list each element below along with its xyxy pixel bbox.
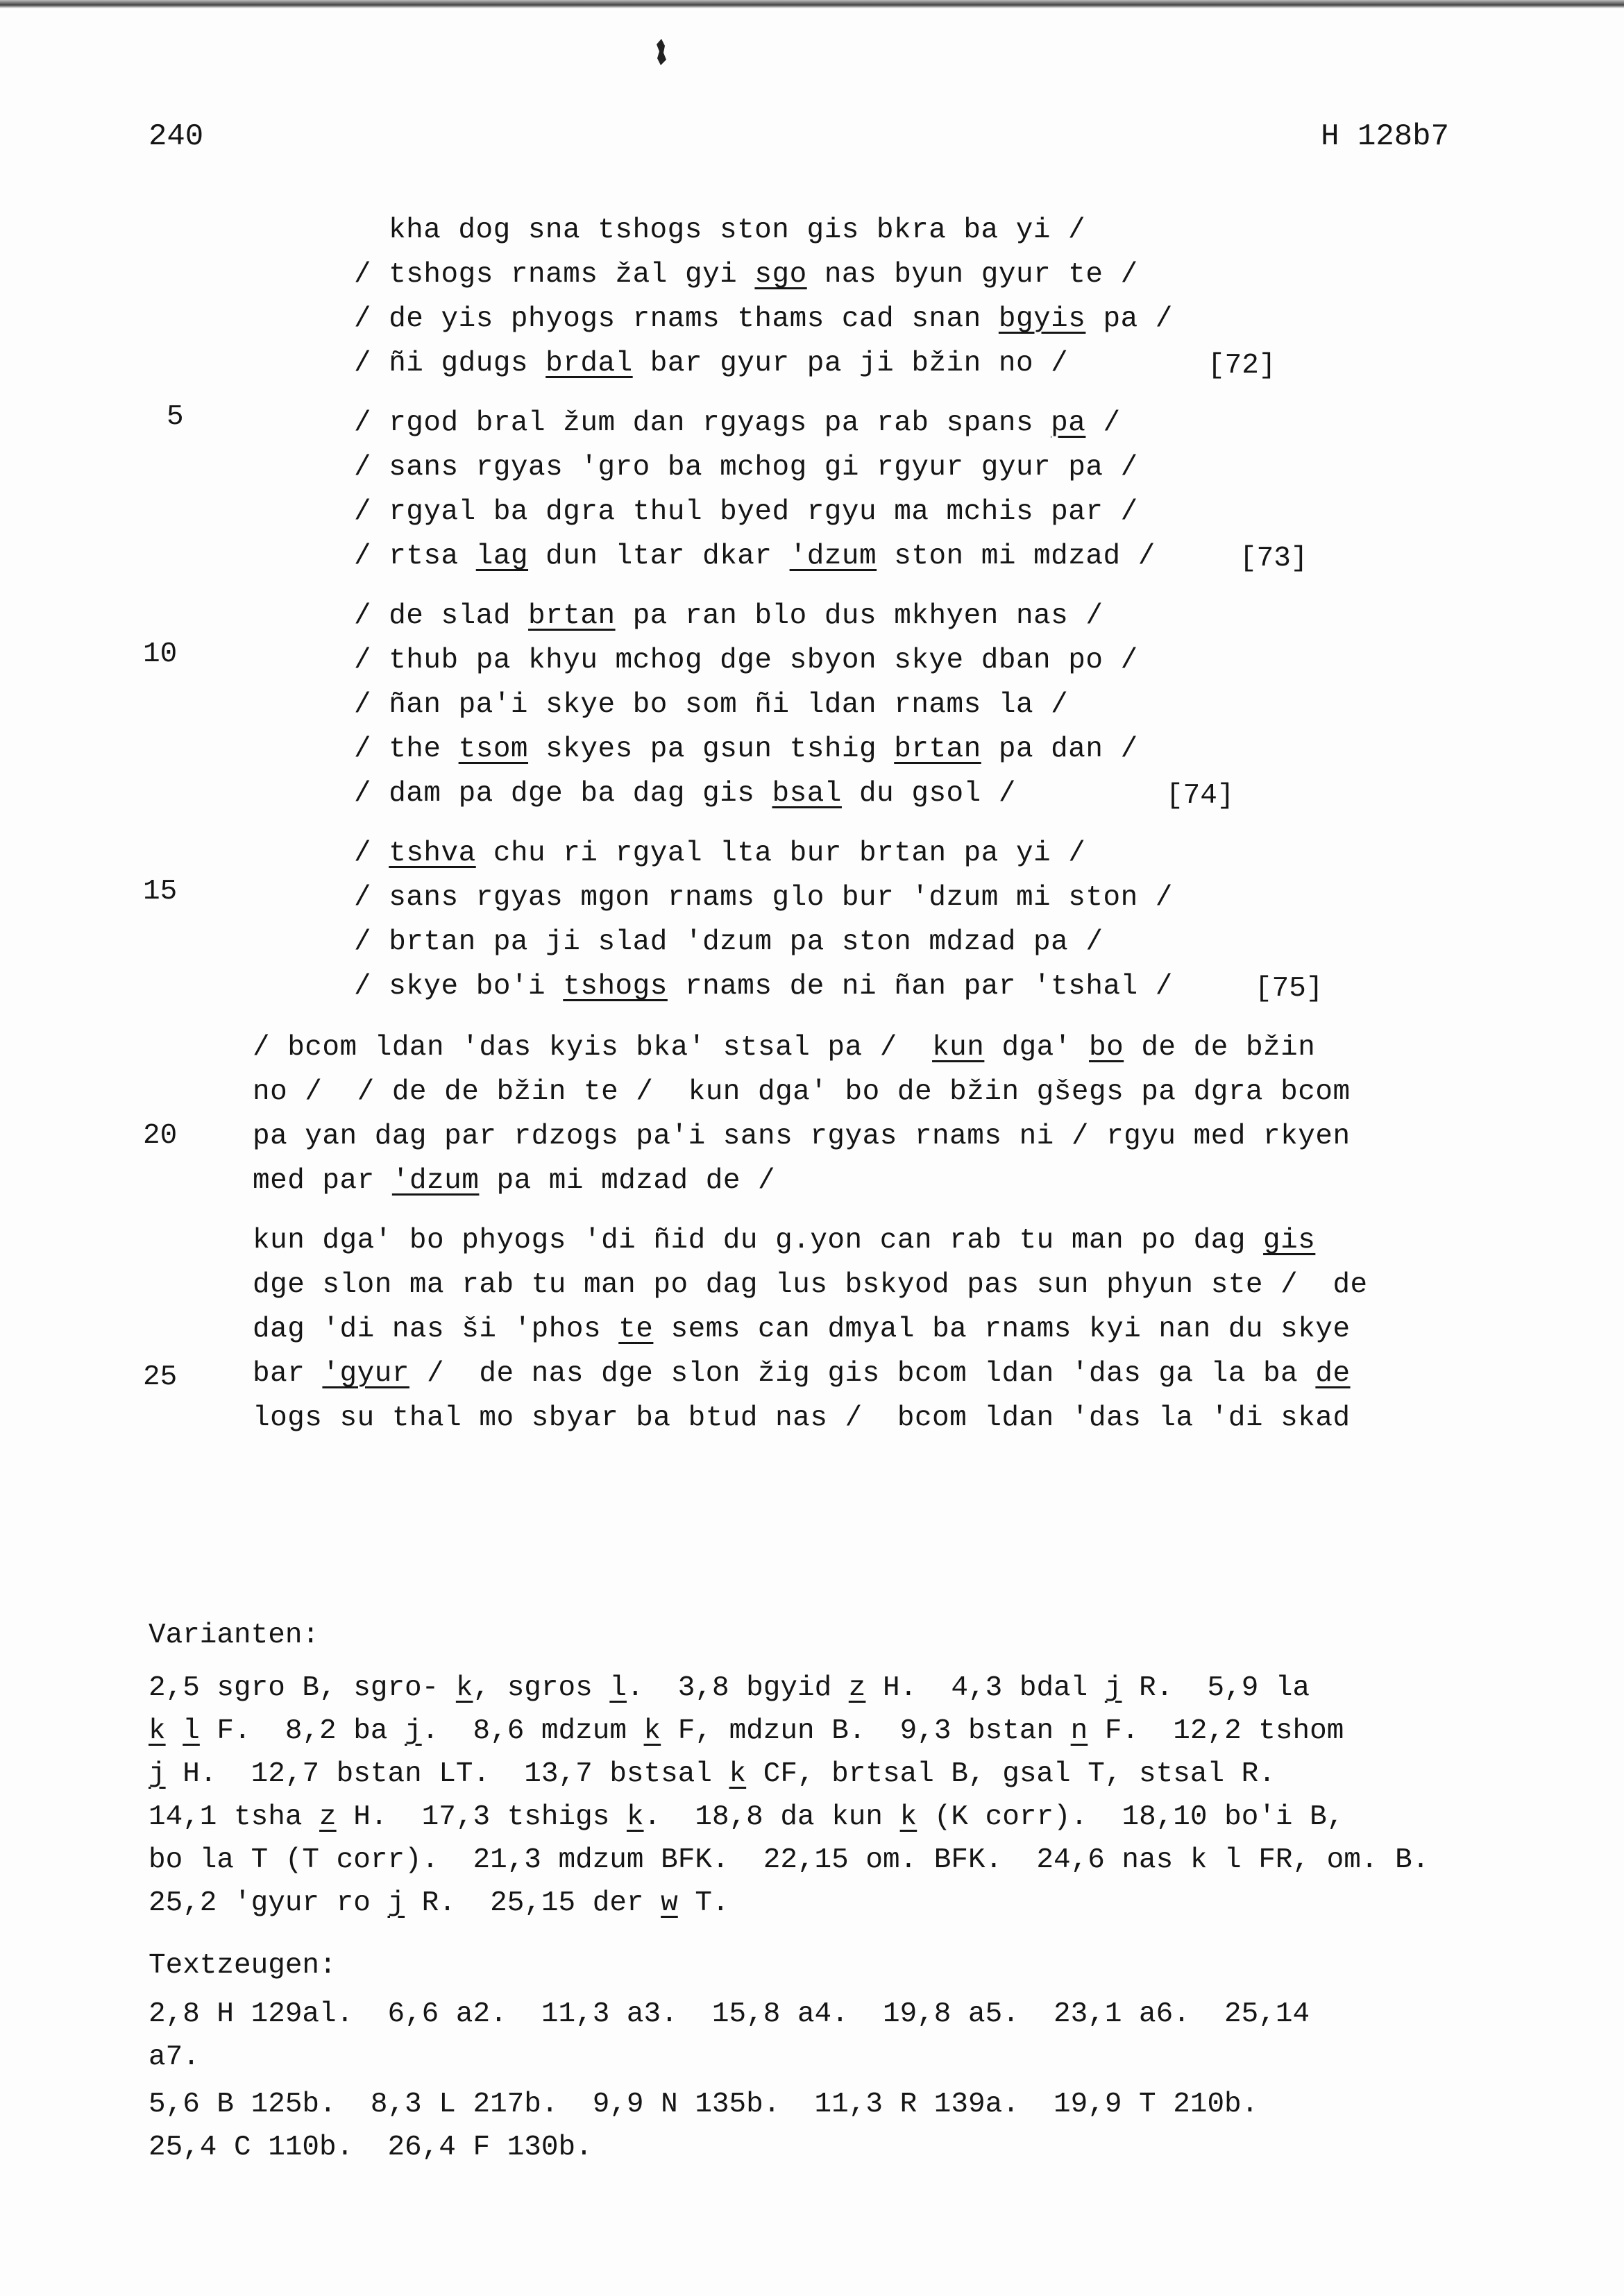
witness-line: 25,4 C 110b. 26,4 F 130b. bbox=[149, 2132, 593, 2163]
verse-line: / tshogs rnams žal gyi sgo nas byun gyur te / bbox=[354, 259, 1138, 291]
prose-line: pa yan dag par rdzogs pa'i sans rgyas rnams ni / rgyu med rkyen bbox=[253, 1121, 1351, 1153]
line-number: 10 bbox=[143, 638, 178, 670]
variant-line: bo la T (T corr). 21,3 mdzum BFK. 22,15 om. BFK. 24,6 nas k l FR, om. B. bbox=[149, 1844, 1430, 1876]
verse-line: / rtsa lag dun ltar dkar 'dzum ston mi mdzad / bbox=[354, 541, 1156, 572]
verse-number-73: [73] bbox=[1240, 543, 1308, 575]
variant-line: 25,2 'gyur ro j R. 25,15 der w T. bbox=[149, 1887, 729, 1919]
prose-line: med par 'dzum pa mi mdzad de / bbox=[253, 1165, 776, 1197]
verse-line: / ñi gdugs brdal bar gyur pa ji bžin no / bbox=[354, 348, 1069, 380]
verse-line: / sans rgyas mgon rnams glo bur 'dzum mi ston / bbox=[354, 882, 1173, 914]
prose-line: bar 'gyur / de nas dge slon žig gis bcom ldan 'das ga la ba de bbox=[253, 1358, 1351, 1390]
verse-line: / thub pa khyu mchog dge sbyon skye dban po / bbox=[354, 645, 1138, 677]
variant-line: 2,5 sgro B, sgro- k, sgros l. 3,8 bgyid z H. 4,3 bdal j R. 5,9 la bbox=[149, 1672, 1310, 1704]
verse-line: / rgyal ba dgra thul byed rgyu ma mchis par / bbox=[354, 496, 1138, 528]
prose-line: / bcom ldan 'das kyis bka' stsal pa / kun dga' bo de de bžin bbox=[253, 1032, 1316, 1064]
variant-line: j H. 12,7 bstan LT. 13,7 bstsal k CF, brtsal B, gsal T, stsal R. bbox=[149, 1758, 1276, 1790]
prose-line: kun dga' bo phyogs 'di ñid du g.yon can rab tu man po dag gis bbox=[253, 1225, 1316, 1257]
variant-line: 14,1 tsha z H. 17,3 tshigs k. 18,8 da kun k (K corr). 18,10 bo'i B, bbox=[149, 1801, 1344, 1833]
verse-line: / skye bo'i tshogs rnams de ni ñan par 'tshal / bbox=[354, 971, 1173, 1003]
verse-line: / de yis phyogs rnams thams cad snan bgyis pa / bbox=[354, 303, 1173, 335]
page-number: 240 bbox=[149, 119, 204, 154]
witness-line: a7. bbox=[149, 2041, 200, 2073]
scan-top-edge bbox=[0, 0, 1624, 8]
textzeugen-heading: Textzeugen: bbox=[149, 1950, 337, 1982]
verse-line: / brtan pa ji slad 'dzum pa ston mdzad pa / bbox=[354, 926, 1103, 958]
variant-line: k l F. 8,2 ba j. 8,6 mdzum k F, mdzun B. 9,3 bstan n F. 12,2 tshom bbox=[149, 1715, 1344, 1747]
varianten-heading: Varianten: bbox=[149, 1619, 320, 1651]
prose-line: dge slon ma rab tu man po dag lus bskyod pas sun phyun ste / de bbox=[253, 1269, 1368, 1301]
verse-line: kha dog sna tshogs ston gis bkra ba yi / bbox=[389, 214, 1086, 246]
verse-line: / sans rgyas 'gro ba mchog gi rgyur gyur pa / bbox=[354, 452, 1138, 484]
line-number: 20 bbox=[143, 1120, 178, 1152]
verse-line: / tshva chu ri rgyal lta bur brtan pa yi / bbox=[354, 837, 1086, 869]
verse-number-72: [72] bbox=[1208, 350, 1276, 382]
line-number: 25 bbox=[143, 1361, 178, 1393]
verse-number-74: [74] bbox=[1166, 780, 1235, 812]
line-number: 15 bbox=[143, 876, 178, 908]
verse-line: / ñan pa'i skye bo som ñi ldan rnams la / bbox=[354, 689, 1069, 721]
verse-line: / the tsom skyes pa gsun tshig brtan pa dan / bbox=[354, 733, 1138, 765]
ink-smudge-mark bbox=[655, 39, 668, 65]
verse-line: / dam pa dge ba dag gis bsal du gsol / bbox=[354, 778, 1016, 810]
witness-line: 5,6 B 125b. 8,3 L 217b. 9,9 N 135b. 11,3 R 139a. 19,9 T 210b. bbox=[149, 2089, 1259, 2120]
verse-number-75: [75] bbox=[1255, 973, 1323, 1005]
verse-line: / de slad brtan pa ran blo dus mkhyen nas / bbox=[354, 600, 1103, 632]
witness-line: 2,8 H 129al. 6,6 a2. 11,3 a3. 15,8 a4. 19,8 a5. 23,1 a6. 25,14 bbox=[149, 1998, 1310, 2030]
line-number: 5 bbox=[167, 401, 184, 433]
prose-line: dag 'di nas ši 'phos te sems can dmyal ba rnams kyi nan du skye bbox=[253, 1313, 1351, 1345]
verse-line: / rgod bral žum dan rgyags pa rab spans pa / bbox=[354, 407, 1121, 439]
folio-reference: H 128b7 bbox=[1321, 119, 1449, 154]
prose-line: logs su thal mo sbyar ba btud nas / bcom ldan 'das la 'di skad bbox=[253, 1402, 1351, 1434]
prose-line: no / / de de bžin te / kun dga' bo de bžin gšegs pa dgra bcom bbox=[253, 1076, 1351, 1108]
